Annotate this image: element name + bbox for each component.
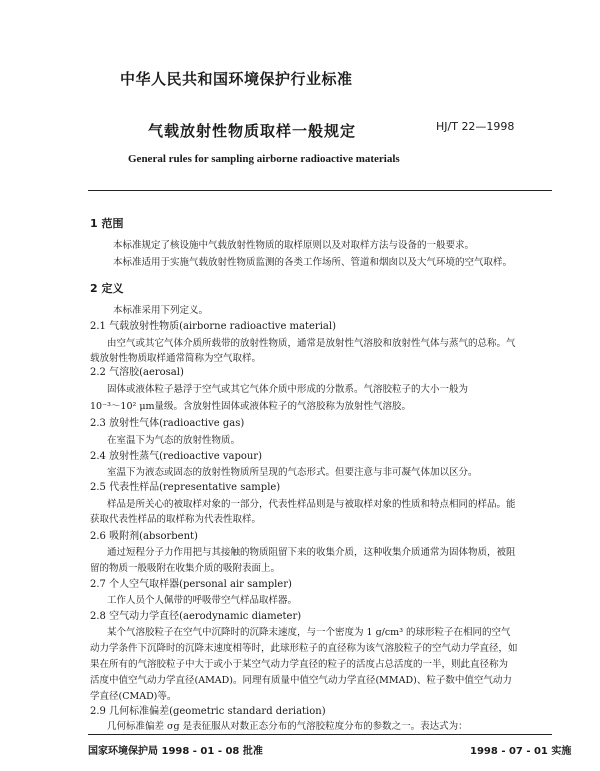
definition-2-8-heading: 2.8 空气动力学直径(aerodynamic diameter)	[90, 611, 302, 622]
definition-2-1-line-2: 载放射性物质取样通常简称为空气取样。	[90, 353, 262, 364]
definition-2-2-line-2: 10⁻³～10² μm量级。含放射性固体或液体粒子的气溶胶称为放射性气溶胶。	[90, 401, 412, 412]
definition-2-3-heading: 2.3 放射性气体(radioactive gas)	[90, 418, 245, 429]
definition-2-7-heading: 2.7 个人空气取样器(personal air sampler)	[90, 579, 292, 590]
definition-2-6-line-2: 留的物质一般吸附在收集介质的吸附表面上。	[90, 563, 281, 574]
implementation-date: 1998 - 07 - 01 实施	[470, 746, 572, 757]
definition-2-8-line-3: 果在所有的气溶胶粒子中大于或小于某空气动力学直径的粒子的活度占总活度的一半，则此直径称为	[90, 659, 509, 670]
standard-number: HJ/T 22—1998	[436, 120, 515, 133]
definition-2-5-line-1: 样品是所关心的被取样对象的一部分，代表性样品则是与被取样对象的性质和特点相同的样品。能	[107, 499, 516, 510]
definition-2-8-line-5: 学直径(CMAD)等。	[90, 691, 177, 702]
definition-2-1-heading: 2.1 气载放射性物质(airborne radioactive material)	[90, 321, 336, 332]
english-title: General rules for sampling airborne radioactive materials	[128, 153, 400, 165]
definition-2-6-heading: 2.6 吸附剂(absorbent)	[90, 531, 198, 542]
definition-2-9-line-1: 几何标准偏差 σg 是表征服从对数正态分布的气溶胶粒度分布的参数之一。表达式为：	[107, 721, 468, 732]
footer-divider	[88, 734, 552, 735]
definition-2-4-line-1: 室温下为液态或固态的放射性物质所呈现的气态形式。但要注意与非可凝气体加以区分。	[107, 467, 478, 478]
definition-2-4-heading: 2.4 放射性蒸气(redioactive vapour)	[90, 451, 262, 462]
definition-2-2-heading: 2.2 气溶胶(aerosal)	[90, 367, 184, 378]
section-1-para-1: 本标准规定了核设施中气载放射性物质的取样原则以及对取样方法与设备的一般要求。	[113, 240, 475, 251]
definition-2-2-line-1: 固体或液体粒子悬浮于空气或其它气体介质中形成的分散系。气溶胶粒子的大小一般为	[107, 384, 469, 395]
section-2-heading: 2 定义	[90, 282, 124, 295]
definition-2-6-line-1: 通过短程分子力作用把与其接触的物质阻留下来的收集介质，这种收集介质通常为固体物质，被阻	[107, 547, 516, 558]
section-1-heading: 1 范围	[90, 217, 124, 230]
definition-2-9-heading: 2.9 几何标准偏差(geometric standard deriation)	[90, 706, 326, 717]
definition-2-8-line-2: 动力学条件下沉降时的沉降末速度相等时，此球形粒子的直径称为该气溶胶粒子的空气动力学直径，如	[90, 643, 518, 654]
definition-2-3-line-1: 在室温下为气态的放射性物质。	[107, 435, 241, 446]
section-2-intro: 本标准采用下列定义。	[113, 305, 209, 316]
definition-2-5-line-2: 获取代表性样品的取样称为代表性取样。	[90, 514, 262, 525]
section-1-para-2: 本标准适用于实施气载放射性物质监测的各类工作场所、管道和烟囱以及大气环境的空气取样。	[113, 257, 513, 268]
definition-2-7-line-1: 工作人员个人佩带的呼吸带空气样品取样器。	[107, 595, 298, 606]
definition-2-1-line-1: 由空气或其它气体介质所载带的放射性物质，通常是放射性气溶胶和放射性气体与蒸气的总称。气	[107, 338, 516, 349]
approval-line: 国家环境保护局 1998 - 01 - 08 批准	[88, 746, 263, 757]
issuing-agency: 中华人民共和国环境保护行业标准	[120, 70, 353, 88]
definition-2-5-heading: 2.5 代表性样品(representative sample)	[90, 482, 281, 493]
document-title: 气载放射性物质取样一般规定	[148, 122, 357, 140]
definition-2-8-line-1: 某个气溶胶粒子在空气中沉降时的沉降末速度，与一个密度为 1 g/cm³ 的球形粒子在相同的空气	[107, 627, 511, 638]
definition-2-8-line-4: 活度中值空气动力学直径(AMAD)。同理有质量中值空气动力学直径(MMAD)、粒子数中值空气动力	[90, 675, 512, 686]
header-divider	[88, 190, 552, 191]
